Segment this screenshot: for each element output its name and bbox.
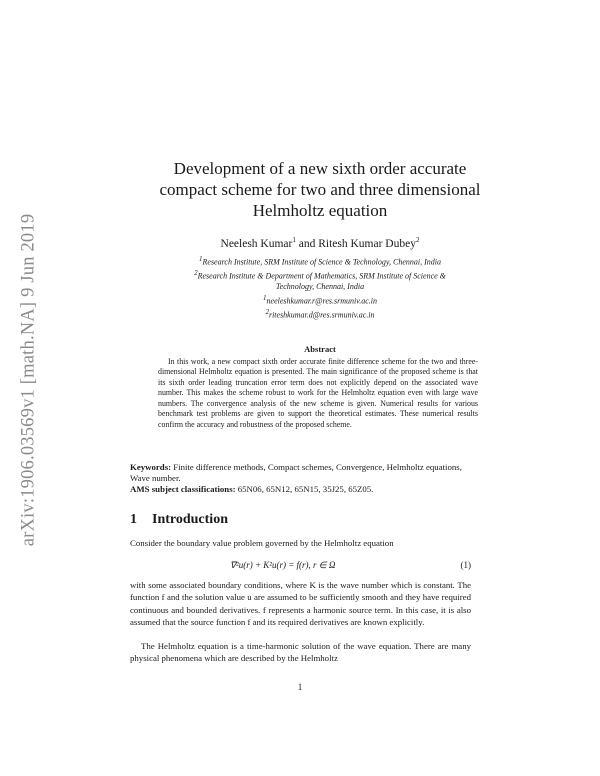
- affil-text: Research Institute & Department of Mathematics, SRM Institute of Science &: [197, 271, 446, 281]
- intro-paragraph: Consider the boundary value problem governed by the Helmholtz equation: [130, 538, 394, 548]
- email-line[interactable]: [130, 307, 510, 321]
- ams-line: [130, 484, 470, 495]
- abstract-heading: Abstract: [304, 344, 336, 354]
- author-affil-mark: 1: [292, 236, 296, 244]
- page-number: 1: [297, 682, 303, 692]
- title-line: Development of a new sixth order accurate: [173, 159, 467, 178]
- equation-1: [130, 560, 471, 574]
- abstract-text: In this work, a new compact sixth order accurate finite difference scheme for the two and three-dimensional Helmholtz equation is presented. The main significance of the proposed scheme is that its sixth order leading truncation error term does not explicitly depend on the associated wave number. This makes the scheme robust to work for the Helmholtz equation even with large wave numbers. The convergence analysis of the new scheme is given. Numerical results for various benchmark test problems are given to support the theoretical estimates. These numerical results confirm the accuracy and robustness of the proposed scheme.: [158, 357, 478, 429]
- affil-mark: 1: [263, 293, 267, 302]
- intro-paragraph: The Helmholtz equation is a time-harmonic solution of the wave equation. There are many physical phenomena which are described by the Helmholtz: [130, 641, 471, 664]
- affiliation-line: [130, 254, 510, 268]
- affil-mark: 1: [199, 255, 203, 263]
- email-line[interactable]: [130, 293, 510, 307]
- author-affil-mark: 2: [415, 236, 420, 244]
- affiliation-line: [130, 282, 510, 293]
- paper-title: [120, 158, 520, 221]
- equation-number: (1): [460, 560, 471, 570]
- equation-expression: ∇²u(r) + K²u(r) = f(r), r ∈ Ω: [230, 560, 336, 570]
- affil-text: Technology, Chennai, India: [275, 282, 365, 292]
- affil-text: Research Institute, SRM Institute of Science & Technology, Chennai, India: [202, 257, 441, 267]
- affiliations: [130, 254, 510, 321]
- arxiv-identifier: [16, 200, 42, 560]
- affil-mark: 2: [194, 269, 198, 278]
- affil-mark: 2: [265, 307, 269, 316]
- affiliation-line: [130, 268, 510, 282]
- section-title: Introduction: [152, 512, 228, 527]
- keywords-text: Finite difference methods, Compact schemes, Convergence, Helmholtz equations, Wave number.: [130, 462, 462, 483]
- author-name: Ritesh Kumar Dubey: [318, 237, 416, 250]
- author-name: Neelesh Kumar: [220, 237, 293, 250]
- title-line: compact scheme for two and three dimensional: [159, 180, 481, 199]
- section-heading: [130, 512, 228, 528]
- keywords-line: [130, 462, 470, 484]
- keywords-block: [130, 462, 470, 495]
- ams-text: 65N06, 65N12, 65N15, 35J25, 65Z05.: [235, 484, 374, 494]
- keywords-label: Keywords:: [130, 462, 172, 472]
- email-address[interactable]: riteshkumar.d@res.srmuniv.ac.in: [268, 310, 375, 320]
- author-connector: and: [295, 237, 319, 250]
- author-list: [120, 236, 520, 250]
- intro-paragraph: with some associated boundary conditions, where K is the wave number which is constant. The function f and the solution value u are assumed to be sufficiently smooth and they have required continuous and bounded derivatives. f represents a harmonic source term. In this case, it is also assumed that the source function f and its required derivatives are known explicitly.: [130, 580, 471, 627]
- arxiv-id-text: arXiv:1906.03569v1 [math.NA] 9 Jun 2019: [18, 213, 39, 547]
- ams-label: AMS subject classifications:: [130, 484, 236, 494]
- email-address[interactable]: neeleshkumar.r@res.srmuniv.ac.in: [266, 296, 377, 306]
- title-line: Helmholtz equation: [252, 201, 388, 220]
- section-number: 1: [130, 512, 137, 527]
